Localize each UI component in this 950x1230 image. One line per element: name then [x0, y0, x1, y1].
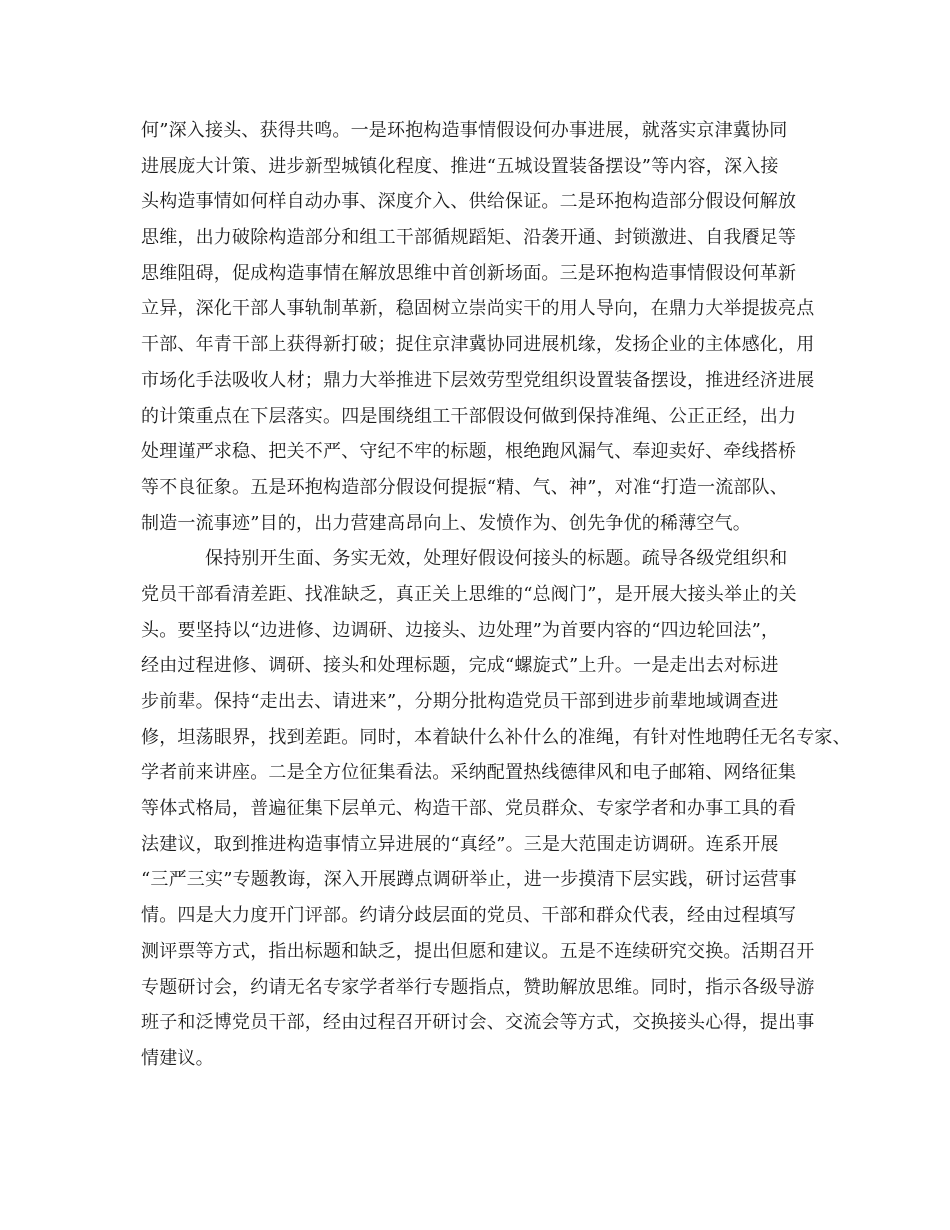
- text-line: 专题研讨会，约请无名专家学者举行专题指点，赞助解放思维。同时，指示各级导游: [141, 976, 815, 998]
- text-line: 处理谨严求稳、把关不严、守纪不牢的标题，根绝跑风漏气、奉迎卖好、牵线搭桥: [141, 441, 797, 463]
- text-line: 何”深入接头、获得共鸣。一是环抱构造事情假设何办事进展，就落实京津冀协同: [141, 120, 788, 141]
- text-line: 班子和泛博党员干部，经由过程召开研讨会、交流会等方式，交换接头心得，提出事: [141, 1012, 815, 1034]
- text-line: 干部、年青干部上获得新打破；捉住京津冀协同进展机缘，发扬企业的主体感化，用: [141, 334, 815, 356]
- text-line: 的计策重点在下层落实。四是围绕组工干部假设何做到保持准绳、公正正经，出力: [141, 405, 797, 427]
- text-line: 步前辈。保持“走出去、请进来”，分期分批构造党员干部到进步前辈地域调查进: [141, 691, 779, 712]
- text-line: 思维，出力破除构造部分和组工干部循规蹈矩、沿袭开通、封锁激进、自我餍足等: [141, 227, 797, 249]
- text-line: 进展庞大计策、进步新型城镇化程度、推进“五城设置装备摆设”等内容，深入接: [141, 155, 779, 177]
- text-line: 学者前来讲座。二是全方位征集看法。采纳配置热线德律风和电子邮箱、网络征集: [141, 762, 797, 784]
- paragraph: [141, 113, 821, 541]
- text-line: 修，坦荡眼界，找到差距。同时，本着缺什么补什么的准绳，有针对性地聘任无名专家、: [141, 726, 851, 748]
- text-line: 党员干部看清差距、找准缺乏，真正关上思维的“总阀门”，是开展大接头举止的关: [141, 583, 797, 605]
- text-line: 市场化手法吸收人材；鼎力大举推进下层效劳型党组织设置装备摆设，推进经济进展: [141, 369, 815, 391]
- paragraph: [141, 541, 851, 1076]
- text-line: 立异，深化干部人事轨制革新，稳固树立崇尚实干的用人导向，在鼎力大举提拔亮点: [141, 298, 815, 320]
- text-line: 等体式格局，普遍征集下层单元、构造干部、党员群众、专家学者和办事工具的看: [141, 798, 797, 820]
- text-line: 测评票等方式，指出标题和缺乏，提出但愿和建议。五是不连续研究交换。活期召开: [141, 940, 815, 962]
- text-line: 思维阻碍，促成构造事情在解放思维中首创新场面。三是环抱构造事情假设何革新: [141, 262, 797, 284]
- text-line: “三严三实”专题教诲，深入开展蹲点调研举止，进一步摸清下层实践，研讨运营事: [141, 869, 797, 891]
- text-line: 头。要坚持以“边进修、边调研、边接头、边处理”为首要内容的“四边轮回法”，: [141, 619, 780, 641]
- text-line: 情建议。: [141, 1047, 214, 1069]
- text-line: 保持别开生面、务实无效，处理好假设何接头的标题。疏导各级党组织和: [205, 548, 788, 570]
- text-line: 头构造事情如何样自动办事、深度介入、供给保证。二是环抱构造部分假设何解放: [141, 191, 797, 213]
- text-line: 制造一流事迹”目的，出力营建高昂向上、发愤作为、创先争优的稀薄空气。: [141, 512, 751, 534]
- text-line: 经由过程进修、调研、接头和处理标题，完成“螺旋式”上升。一是走出去对标进: [141, 655, 779, 677]
- text-line: 法建议，取到推进构造事情立异进展的“真经”。三是大范围走访调研。连系开展: [141, 833, 779, 855]
- body-text: [141, 113, 851, 1077]
- text-line: 等不良征象。五是环抱构造部分假设何提振“精、气、神”，对准“打造一流部队、: [141, 476, 789, 498]
- text-line: 情。四是大力度开门评部。约请分歧层面的党员、干部和群众代表，经由过程填写: [141, 905, 797, 927]
